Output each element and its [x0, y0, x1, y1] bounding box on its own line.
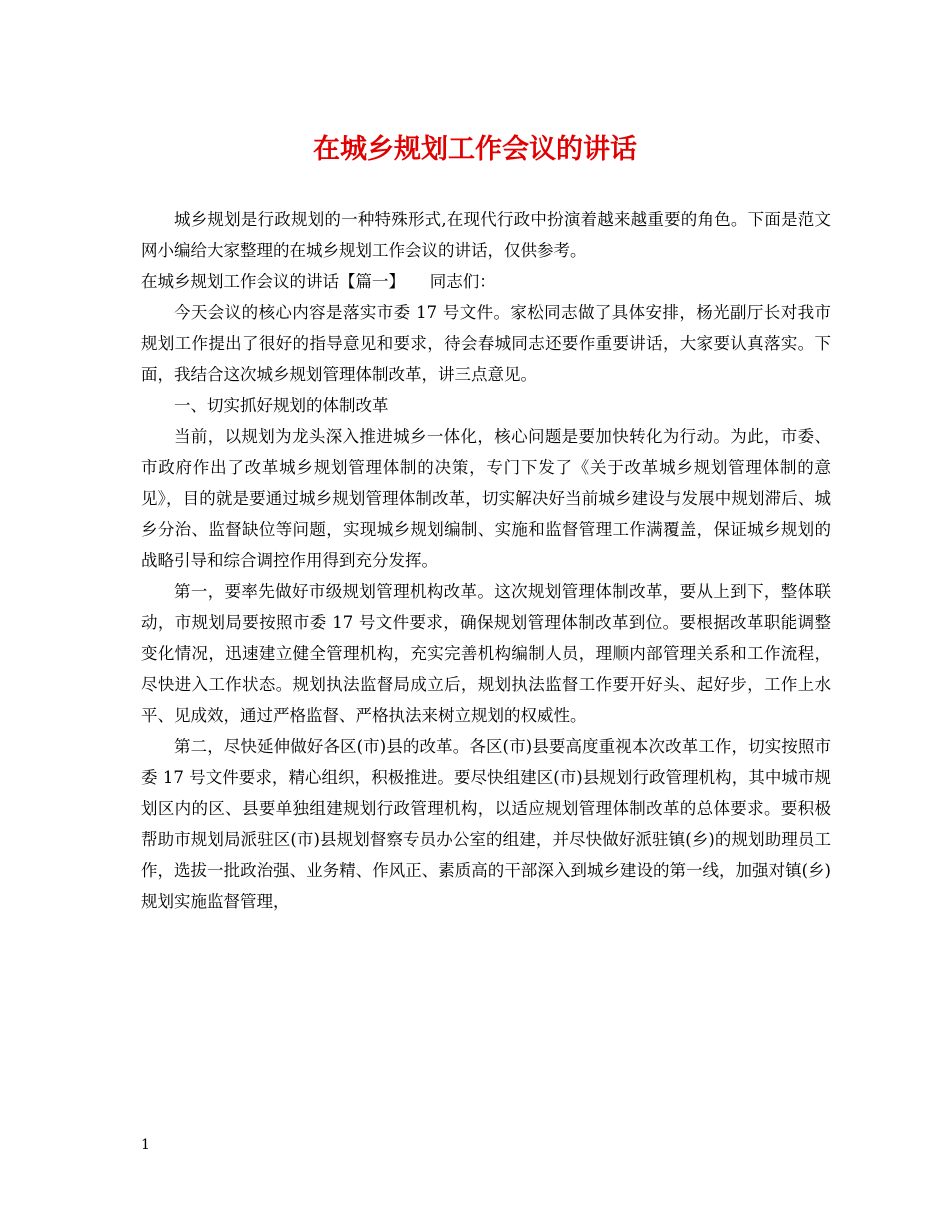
document-title: 在城乡规划工作会议的讲话: [313, 134, 637, 165]
paragraph-point-one-heading: 一、切实抓好规划的体制改革: [174, 396, 389, 415]
paragraph-intro: 城乡规划是行政规划的一种特殊形式,在现代行政中扮演着越来越重要的角色。下面是范文网小编给大家整理的在城乡规划工作会议的讲话，仅供参考。: [141, 210, 831, 260]
page-number: 1: [141, 1137, 150, 1153]
document-body: [141, 204, 831, 917]
paragraph-second: 第二，尽快延伸做好各区(市)县的改革。各区(市)县要高度重视本次改革工作，切实按照市委 17 号文件要求，精心组织，积极推进。要尽快组建区(市)县规划行政管理机构，其中城市规划区内的区、县要单独组建规划行政管理机构，以适应规划管理体制改革的总体要求。要积极帮助市规划局派驻区(市)县规划督察专员办公室的组建，并尽快做好派驻镇(乡)的规划助理员工作，选拔一批政治强、业务精、作风正、素质高的干部深入到城乡建设的第一线，加强对镇(乡)规划实施监督管理，: [141, 737, 831, 911]
paragraph-first: 第一，要率先做好市级规划管理机构改革。这次规划管理体制改革，要从上到下，整体联动，市规划局要按照市委 17 号文件要求，确保规划管理体制改革到位。要根据改革职能调整变化情况，迅速建立健全管理机构，充实完善机构编制人员，理顺内部管理关系和工作流程，尽快进入工作状态。规划执法监督局成立后，规划执法监督工作要开好头、起好步，工作上水平、见成效，通过严格监督、严格执法来树立规划的权威性。: [141, 582, 831, 725]
paragraph-opening: 今天会议的核心内容是落实市委 17 号文件。家松同志做了具体安排，杨光副厅长对我市规划工作提出了很好的指导意见和要求，待会春城同志还要作重要讲话，大家要认真落实。下面，我结合这次城乡规划管理体制改革，讲三点意见。: [141, 303, 831, 384]
paragraph-section-heading: 在城乡规划工作会议的讲话【篇一】 同志们：: [141, 272, 496, 291]
paragraph-point-one-body: 当前，以规划为龙头深入推进城乡一体化，核心问题是要加快转化为行动。为此，市委、市政府作出了改革城乡规划管理体制的决策，专门下发了《关于改革城乡规划管理体制的意见》，目的就是要通过城乡规划管理体制改革，切实解决好当前城乡建设与发展中规划滞后、城乡分治、监督缺位等问题，实现城乡规划编制、实施和监督管理工作满覆盖，保证城乡规划的战略引导和综合调控作用得到充分发挥。: [141, 427, 831, 570]
